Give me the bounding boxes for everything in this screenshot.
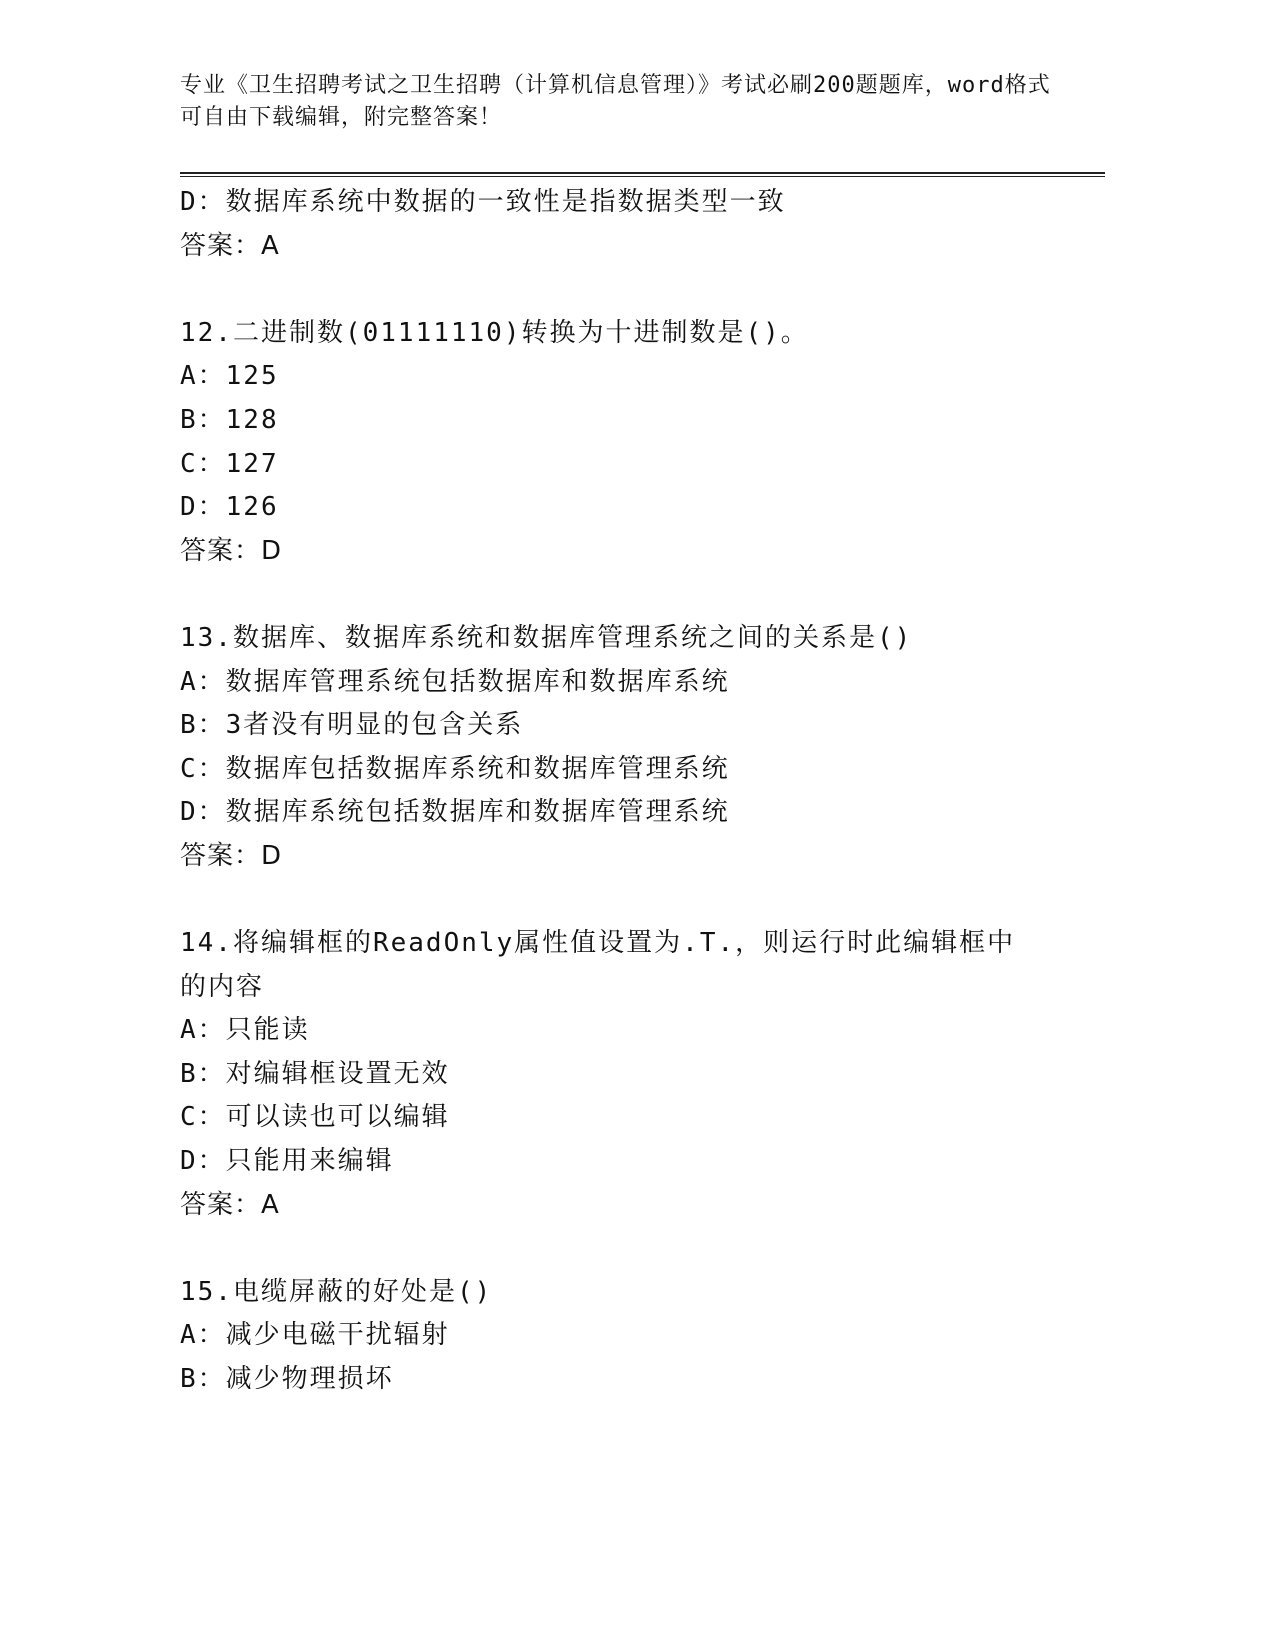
option-b: B：减少物理损坏 [180, 1364, 394, 1395]
option-d: D：126 [180, 492, 279, 523]
page-header: 专业《卫生招聘考试之卫生招聘（计算机信息管理）》考试必刷200题题库，word格式可自由下载编辑，附完整答案！ [180, 73, 1051, 130]
answer-line: 答案：A [180, 230, 280, 261]
header-divider [180, 172, 1105, 177]
option-a: A：只能读 [180, 1015, 310, 1046]
question-stem: 14.将编辑框的ReadOnly属性值设置为.T.，则运行时此编辑框中的内容 [180, 928, 1016, 1002]
option-a: A：125 [180, 361, 279, 392]
option-c: C：数据库包括数据库系统和数据库管理系统 [180, 753, 730, 784]
question-15 [180, 1271, 1060, 1402]
option-c: C：127 [180, 448, 279, 479]
document-body [180, 181, 1060, 1402]
option-d: D：只能用来编辑 [180, 1146, 394, 1177]
previous-question-tail [180, 181, 1060, 268]
answer-line: 答案：A [180, 1189, 280, 1220]
answer-line: 答案：D [180, 840, 283, 871]
option-a: A：减少电磁干扰辐射 [180, 1320, 450, 1351]
option-c: C：可以读也可以编辑 [180, 1102, 450, 1133]
option-b: B：128 [180, 404, 279, 435]
option-b: B：3者没有明显的包含关系 [180, 710, 524, 741]
option-d: D：数据库系统中数据的一致性是指数据类型一致 [180, 187, 786, 217]
option-d: D：数据库系统包括数据库和数据库管理系统 [180, 797, 730, 828]
option-a: A：数据库管理系统包括数据库和数据库系统 [180, 666, 730, 697]
option-b: B：对编辑框设置无效 [180, 1058, 450, 1089]
answer-line: 答案：D [180, 535, 283, 566]
question-12 [180, 312, 1060, 574]
question-stem: 13.数据库、数据库系统和数据库管理系统之间的关系是() [180, 622, 913, 653]
question-stem: 12.二进制数(01111110)转换为十进制数是()。 [180, 317, 809, 348]
question-stem: 15.电缆屏蔽的好处是() [180, 1276, 493, 1307]
question-13 [180, 617, 1060, 879]
question-14 [180, 922, 1060, 1227]
